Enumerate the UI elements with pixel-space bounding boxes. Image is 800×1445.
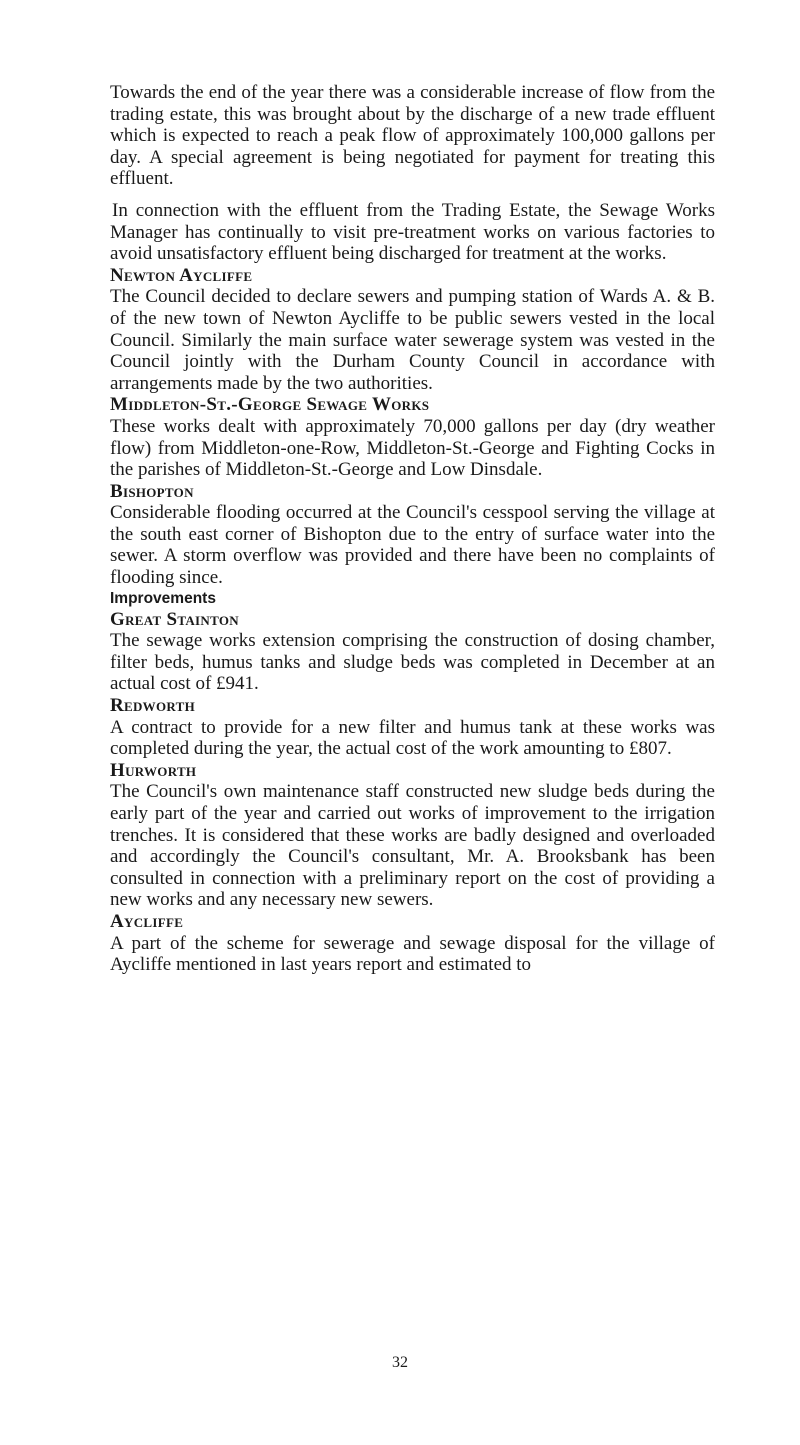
paragraph-hurworth: The Council's own maintenance staff constructed new sludge beds during the early part of the year and carried out works of improvement to the irrigation trenches. It is considered that these works are badly designed and overloaded and accordingly the Council's consultant, Mr. A. Brooksbank has been consulted in connection with a preliminary report on the cost of providing a new works and any necessary new sewers. [110, 781, 715, 911]
heading-aycliffe: Aycliffe [110, 910, 184, 932]
document-page [110, 82, 715, 976]
heading-newton-aycliffe: Newton Aycliffe [110, 264, 253, 286]
paragraph-great-stainton: The sewage works extension comprising the construction of dosing chamber, filter beds, humus tanks and sludge beds was completed in December at an actual cost of £941. [110, 630, 715, 695]
heading-middleton-st-george: Middleton-St.-George Sewage Works [110, 394, 430, 416]
page-number: 32 [392, 1354, 408, 1371]
paragraph-middleton-st-george: These works dealt with approximately 70,000 gallons per day (dry weather flow) from Middleton-one-Row, Middleton-St.-George and Fighting Cocks in the parishes of Middleton-St.-George and Low Dinsdale. [110, 415, 715, 481]
heading-bishopton: Bishopton [110, 480, 194, 502]
paragraph-newton-aycliffe: The Council decided to declare sewers and pumping station of Wards A. & B. of the new town of Newton Aycliffe to be public sewers vested in the local Council. Similarly the main surface water sewerage system was vested in the Council jointly with the Durham County Council in accordance with arrangements made by the two authorities. [110, 286, 715, 394]
paragraph-aycliffe: A part of the scheme for sewerage and sewage disposal for the village of Aycliffe mentioned in last years report and estimated to [110, 932, 715, 976]
paragraph-redworth: A contract to provide for a new filter and humus tank at these works was completed during the year, the actual cost of the work amounting to £807. [110, 716, 715, 760]
paragraph-bishopton: Considerable flooding occurred at the Council's cesspool serving the village at the south east corner of Bishopton due to the entry of surface water into the sewer. A storm overflow was provided and there have been no complaints of flooding since. [110, 502, 715, 589]
heading-redworth: Redworth [110, 695, 196, 717]
heading-great-stainton: Great Stainton [110, 608, 239, 630]
paragraph-trading-estate-effluent: In connection with the effluent from the Trading Estate, the Sewage Works Manager has continually to visit pre-treatment works on various factories to avoid unsatisfactory effluent being discharged for treatment at the works. [110, 199, 715, 265]
heading-hurworth: Hurworth [110, 759, 197, 781]
paragraph-trade-effluent: Towards the end of the year there was a considerable increase of flow from the trading estate, this was brought about by the discharge of a new trade effluent which is expected to reach a peak flow of approximately 100,000 gallons per day. A special agreement is being negotiated for payment for treating this effluent. [110, 82, 715, 190]
heading-improvements: Improvements [110, 589, 216, 607]
